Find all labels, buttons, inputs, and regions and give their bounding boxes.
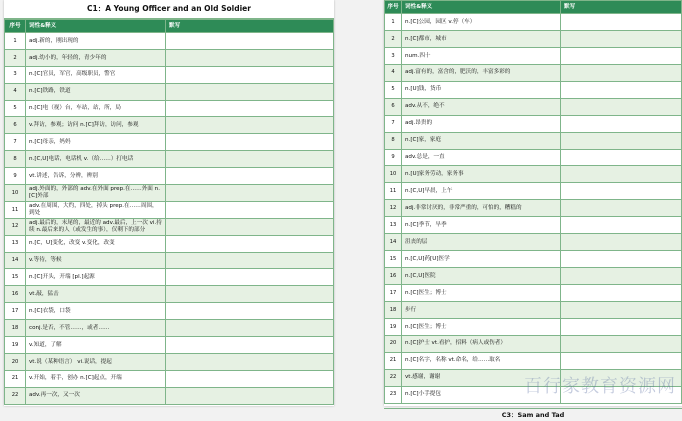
row-meaning: adj.新的，刚出现的 <box>26 33 166 50</box>
table-row <box>5 201 334 218</box>
table-row <box>5 252 334 269</box>
row-dictation[interactable] <box>166 83 334 100</box>
row-dictation[interactable] <box>166 168 334 185</box>
row-dictation[interactable] <box>166 320 334 337</box>
table-row <box>385 183 682 200</box>
row-dictation[interactable] <box>561 64 682 81</box>
row-number: 5 <box>385 81 402 98</box>
row-number: 17 <box>385 285 402 302</box>
row-dictation[interactable] <box>166 185 334 202</box>
table-header-row <box>5 20 334 33</box>
table-row <box>5 286 334 303</box>
table-row <box>5 134 334 151</box>
vocab-table-left <box>4 19 334 405</box>
row-meaning: n.[C,U]药[U]医学 <box>402 251 561 268</box>
table-row <box>385 318 682 335</box>
row-meaning: n.[C,U]早晨，上午 <box>402 183 561 200</box>
row-dictation[interactable] <box>166 151 334 168</box>
table-row <box>385 30 682 47</box>
row-number: 10 <box>385 166 402 183</box>
row-meaning: n.[C]母亲，妈妈 <box>26 134 166 151</box>
table-row <box>385 285 682 302</box>
row-dictation[interactable] <box>166 49 334 66</box>
row-dictation[interactable] <box>561 30 682 47</box>
header-meaning: 词性&释义 <box>26 20 166 33</box>
table-row <box>385 217 682 234</box>
table-row <box>5 303 334 320</box>
table-row <box>5 83 334 100</box>
row-dictation[interactable] <box>166 117 334 134</box>
table-row <box>5 168 334 185</box>
header-dictation: 默写 <box>561 1 682 14</box>
row-dictation[interactable] <box>561 14 682 31</box>
table-row <box>385 64 682 81</box>
table-row <box>385 98 682 115</box>
row-number: 16 <box>5 286 26 303</box>
row-dictation[interactable] <box>166 134 334 151</box>
row-meaning: vt.敲，猛击 <box>26 286 166 303</box>
next-section-title: C3：Sam and Tad <box>384 408 682 421</box>
row-meaning: n.[C,U]电话，电话机 v.（给……）打电话 <box>26 151 166 168</box>
header-num: 序号 <box>385 1 402 14</box>
row-meaning: vt.讲述，告诉，分辨，辨别 <box>26 168 166 185</box>
table-row <box>385 234 682 251</box>
row-number: 3 <box>5 66 26 83</box>
row-dictation[interactable] <box>166 218 334 235</box>
row-dictation[interactable] <box>561 149 682 166</box>
table-row <box>5 151 334 168</box>
row-dictation[interactable] <box>561 47 682 64</box>
row-number: 22 <box>5 387 26 404</box>
row-number: 12 <box>385 200 402 217</box>
row-meaning: n.[C]医生；博士 <box>402 285 561 302</box>
row-meaning: conj.是否，不管……，或者…… <box>26 320 166 337</box>
row-meaning: adv.总是，一直 <box>402 149 561 166</box>
table-row <box>385 335 682 352</box>
row-number: 9 <box>385 149 402 166</box>
row-number: 4 <box>5 83 26 100</box>
row-number: 19 <box>5 337 26 354</box>
table-row <box>5 320 334 337</box>
row-dictation[interactable] <box>166 387 334 404</box>
row-number: 12 <box>5 218 26 235</box>
vocab-table-right <box>384 0 682 404</box>
table-row <box>5 185 334 202</box>
row-number: 4 <box>385 64 402 81</box>
row-meaning: n.[C]都市，城市 <box>402 30 561 47</box>
row-meaning: adv.从不，绝不 <box>402 98 561 115</box>
row-dictation[interactable] <box>166 66 334 83</box>
row-meaning: n.[C]电（视）台，车站，站，所，局 <box>26 100 166 117</box>
row-dictation[interactable] <box>166 353 334 370</box>
row-number: 8 <box>385 132 402 149</box>
table-row <box>5 387 334 404</box>
row-meaning: n.[C]名字，名称 vt.命名，给……取名 <box>402 352 561 369</box>
table-row <box>385 47 682 64</box>
row-dictation[interactable] <box>166 252 334 269</box>
row-dictation[interactable] <box>166 100 334 117</box>
row-dictation[interactable] <box>561 115 682 132</box>
row-meaning: n.[C]铁路，铁道 <box>26 83 166 100</box>
row-number: 9 <box>5 168 26 185</box>
table-row <box>5 235 334 252</box>
row-meaning: v.等待，等候 <box>26 252 166 269</box>
row-meaning: n.[C]开头，开端 [pl.]起源 <box>26 269 166 286</box>
table-row <box>385 149 682 166</box>
row-meaning: n.[C]公园，园区 v.停（车） <box>402 14 561 31</box>
left-page <box>4 0 334 406</box>
table-row <box>5 49 334 66</box>
table-header-row <box>385 1 682 14</box>
row-dictation[interactable] <box>166 33 334 50</box>
row-dictation[interactable] <box>561 268 682 285</box>
row-meaning: n.[C]官员，军官，高级职员，警官 <box>26 66 166 83</box>
row-dictation[interactable] <box>561 352 682 369</box>
row-number: 18 <box>5 320 26 337</box>
row-dictation[interactable] <box>166 235 334 252</box>
row-number: 7 <box>385 115 402 132</box>
row-number: 16 <box>385 268 402 285</box>
header-meaning: 词性&释义 <box>402 1 561 14</box>
table-row <box>385 301 682 318</box>
table-row <box>5 370 334 387</box>
row-meaning: n.[C]家，家庭 <box>402 132 561 149</box>
row-number: 1 <box>5 33 26 50</box>
row-dictation[interactable] <box>561 166 682 183</box>
row-number: 13 <box>5 235 26 252</box>
table-row <box>5 117 334 134</box>
row-meaning: v.拜访，参观；访问 n.[C]拜访，访问，参观 <box>26 117 166 134</box>
row-number: 21 <box>5 370 26 387</box>
row-dictation[interactable] <box>166 303 334 320</box>
row-number: 11 <box>385 183 402 200</box>
row-dictation[interactable] <box>561 200 682 217</box>
table-row <box>5 337 334 354</box>
row-meaning: adj.外面的，外部的 adv.在外面 prep.在……外面 n.[C]外部 <box>26 185 166 202</box>
row-dictation[interactable] <box>561 98 682 115</box>
header-num: 序号 <box>5 20 26 33</box>
table-row <box>385 251 682 268</box>
row-number: 8 <box>5 151 26 168</box>
row-number: 2 <box>5 49 26 66</box>
table-row <box>5 33 334 50</box>
row-meaning: n.[C,U]医院 <box>402 268 561 285</box>
row-meaning: v.知道，了解 <box>26 337 166 354</box>
row-dictation[interactable] <box>166 201 334 218</box>
table-row <box>385 268 682 285</box>
table-row <box>5 269 334 286</box>
row-meaning: 沮丧的层 <box>402 234 561 251</box>
right-page <box>384 0 682 419</box>
row-number: 3 <box>385 47 402 64</box>
row-meaning: adj.富有的，富含的，肥沃的，丰富多彩的 <box>402 64 561 81</box>
row-dictation[interactable] <box>561 285 682 302</box>
row-number: 1 <box>385 14 402 31</box>
table-row <box>385 166 682 183</box>
row-meaning: n.[C]护士 vt.看护，招料（病人或伤者） <box>402 335 561 352</box>
row-meaning: n.[U]家务劳动，家务事 <box>402 166 561 183</box>
row-number: 18 <box>385 301 402 318</box>
row-meaning: n.[U]钱，货币 <box>402 81 561 98</box>
row-meaning: n.[C]衣袋，口袋 <box>26 303 166 320</box>
row-meaning: adv.再一次，又一次 <box>26 387 166 404</box>
row-meaning: adj.非常讨厌的，非常严重的，可怕的，糟糕的 <box>402 200 561 217</box>
row-dictation[interactable] <box>166 286 334 303</box>
header-dictation: 默写 <box>166 20 334 33</box>
row-meaning: vt.说（某种语言） vi.说话，提起 <box>26 353 166 370</box>
row-number: 23 <box>385 386 402 403</box>
table-row <box>385 81 682 98</box>
row-number: 19 <box>385 318 402 335</box>
row-dictation[interactable] <box>561 301 682 318</box>
row-number: 14 <box>385 234 402 251</box>
row-dictation[interactable] <box>561 217 682 234</box>
table-row <box>385 200 682 217</box>
row-number: 22 <box>385 369 402 386</box>
row-number: 2 <box>385 30 402 47</box>
row-dictation[interactable] <box>561 234 682 251</box>
table-row <box>385 132 682 149</box>
row-number: 20 <box>385 335 402 352</box>
row-dictation[interactable] <box>561 318 682 335</box>
table-row <box>385 352 682 369</box>
row-number: 13 <box>385 217 402 234</box>
row-dictation[interactable] <box>561 183 682 200</box>
table-row <box>385 115 682 132</box>
row-meaning: v.开始，着手，创办 n.[C]起点，开端 <box>26 370 166 387</box>
row-dictation[interactable] <box>166 370 334 387</box>
row-meaning: n.[C]医生；博士 <box>402 318 561 335</box>
row-dictation[interactable] <box>561 132 682 149</box>
table-row <box>5 100 334 117</box>
row-meaning: n.[C]小手提包 <box>402 386 561 403</box>
table-row <box>385 14 682 31</box>
row-dictation[interactable] <box>561 335 682 352</box>
row-meaning: adv.在周围，大约，四处，掉头 prep.在……周围，到处 <box>26 201 166 218</box>
row-meaning: adj.最后的，末尾的，最近的 adv.最后，上一次 vi.持续 n.最后来的人（或发生的事），仅剩下的部分 <box>26 218 166 235</box>
row-number: 10 <box>5 185 26 202</box>
row-number: 15 <box>385 251 402 268</box>
row-dictation[interactable] <box>166 337 334 354</box>
row-dictation[interactable] <box>561 81 682 98</box>
row-meaning: adj.幼小的，年轻的，青少年的 <box>26 49 166 66</box>
row-number: 6 <box>385 98 402 115</box>
row-meaning: adj.昂贵的 <box>402 115 561 132</box>
row-number: 7 <box>5 134 26 151</box>
row-number: 15 <box>5 269 26 286</box>
row-number: 21 <box>385 352 402 369</box>
row-meaning: n.[C，U]变化，改变 v.变化，改变 <box>26 235 166 252</box>
row-meaning: 步行 <box>402 301 561 318</box>
row-number: 5 <box>5 100 26 117</box>
row-number: 14 <box>5 252 26 269</box>
row-meaning: num.四十 <box>402 47 561 64</box>
row-number: 20 <box>5 353 26 370</box>
table-row <box>5 353 334 370</box>
row-number: 6 <box>5 117 26 134</box>
row-number: 17 <box>5 303 26 320</box>
row-meaning: n.[C]季节，旱季 <box>402 217 561 234</box>
table-row <box>5 218 334 235</box>
row-meaning: vt.感谢，谢谢 <box>402 369 561 386</box>
row-dictation[interactable] <box>561 251 682 268</box>
watermark: 百行家教育资源网 <box>524 376 676 397</box>
page-title: C1：A Young Officer and an Old Soldier <box>4 0 334 19</box>
row-dictation[interactable] <box>166 269 334 286</box>
table-row <box>5 66 334 83</box>
row-number: 11 <box>5 201 26 218</box>
